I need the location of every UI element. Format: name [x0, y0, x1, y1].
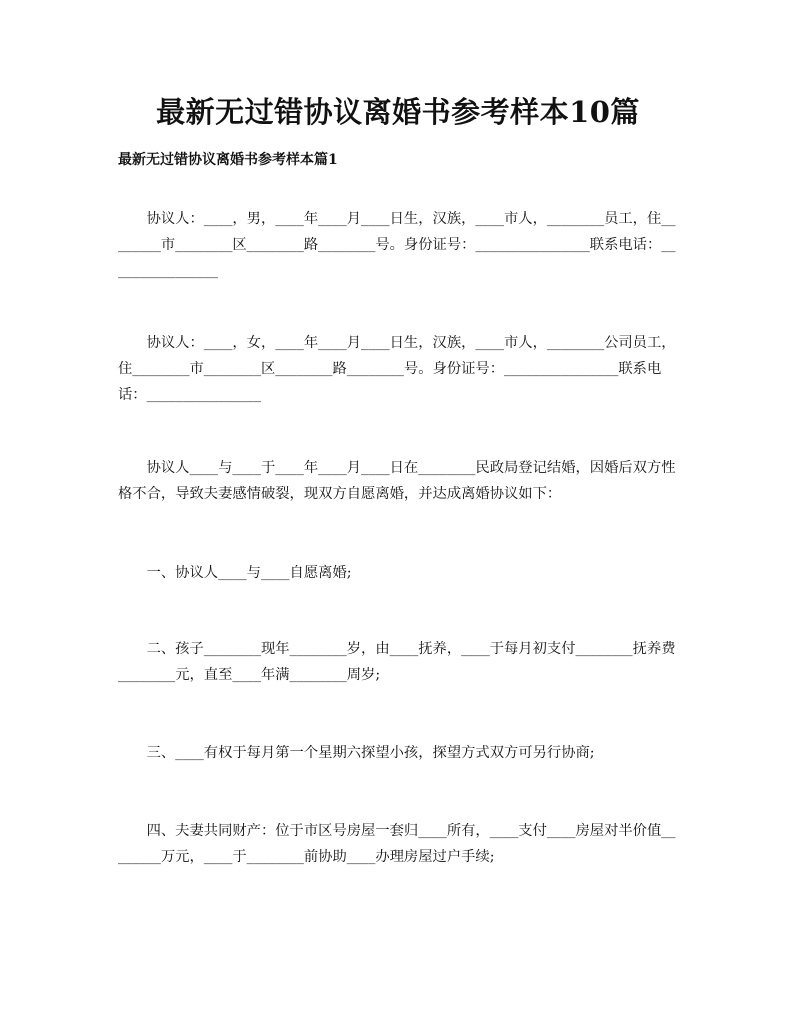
paragraph-clause-2: 二、孩子________现年________岁，由____抚养，____于每月初支付________抚养费________元，直至____年满________周岁; [118, 641, 676, 683]
paragraph-marriage-background: 协议人____与____于____年____月____日在________民政局登记结婚，因婚后双方性格不合，导致夫妻感情破裂，现双方自愿离婚，并达成离婚协议如下： [118, 460, 676, 502]
paragraph-clause-1: 一、协议人____与____自愿离婚; [146, 565, 352, 581]
paragraph-clause-4: 四、夫妻共同财产：位于市区号房屋一套归____所有，____支付____房屋对半价值________万元，____于________前协助____办理房屋过户手续; [118, 823, 676, 865]
document-title: 最新无过错协议离婚书参考样本10篇 [156, 95, 640, 129]
paragraph-clause-3: 三、____有权于每月第一个星期六探望小孩，探望方式双方可另行协商; [146, 745, 595, 761]
paragraph-party-male: 协议人：____，男，____年____月____日生，汉族，____市人，________员工，住________市________区________路________号。身份证号：________________联系电话：________________ [118, 211, 676, 279]
paragraph-party-female: 协议人：____，女，____年____月____日生，汉族，____市人，________公司员工，住________市________区________路________号。身份证号：________________联系电话：________________ [118, 335, 676, 403]
section-heading: 最新无过错协议离婚书参考样本篇1 [118, 152, 338, 168]
